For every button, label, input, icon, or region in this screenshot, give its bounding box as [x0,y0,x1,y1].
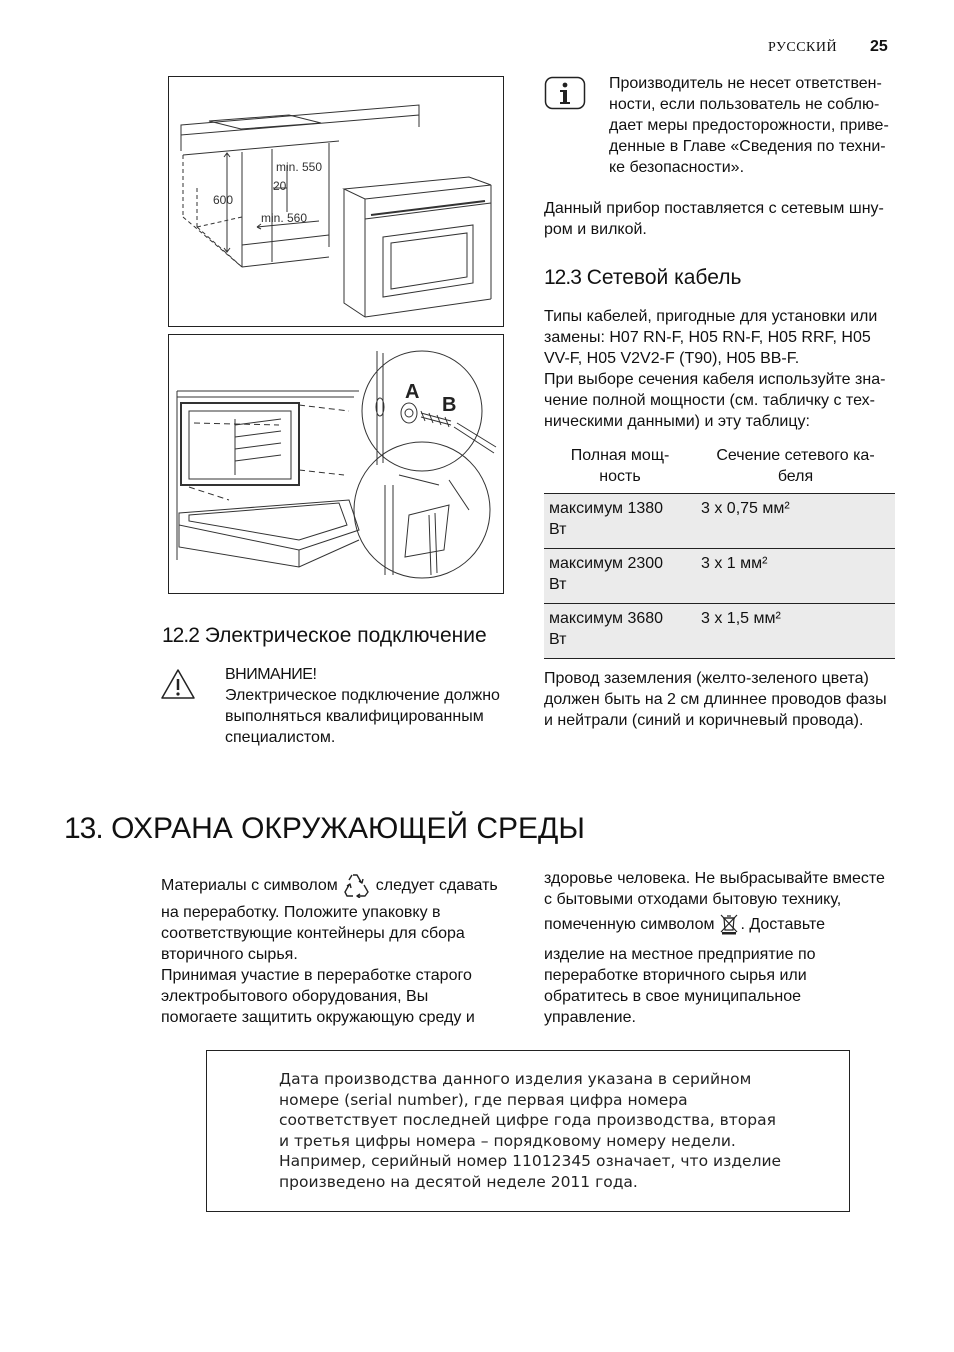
env-right-line: обратитесь в свое муниципальное [544,988,802,1005]
label-20: 20 [273,179,287,193]
crossed-bin-icon [719,913,739,935]
production-line: соответствует последней цифре года производства, вторая [279,1111,776,1129]
env-left-line: на переработку. Положите упаковку в [161,904,441,921]
table-row [544,494,895,549]
env-left-line: электробытового оборудования, Вы [161,988,429,1005]
installation-figure [168,76,504,327]
env-right-line: с бытовыми отходами бытовую технику, [544,891,842,908]
section-title: Электрическое подключение [204,624,487,647]
cable-intro-line: замены: H07 RN-F, H05 RN-F, H05 RRF, H05 [544,329,871,346]
cable-intro-line: При выборе сечения кабеля используйте зна- [544,371,886,388]
info-line: дает меры предосторожности, приве- [609,117,889,134]
section-title: Сетевой кабель [586,266,742,289]
warning-line: Электрическое подключение должно [225,687,500,704]
env-left-line: соответствующие контейнеры для сбора [161,925,465,942]
cell-power: максимум 3680 Вт [544,604,696,659]
fixing-figure [168,334,504,594]
table-row [544,604,895,659]
info-note [609,73,909,178]
env-right-top [544,868,904,910]
label-a: A [405,381,420,403]
cable-intro-line: ническими данными) и эту таблицу: [544,413,810,430]
env-right-bottom [544,944,904,1028]
ground-line: должен быть на 2 см длиннее проводов фазы [544,691,887,708]
warning-line: специалистом. [225,729,336,746]
cable-table [544,441,895,659]
production-line: Например, серийный номер 11012345 означает, что изделие [279,1152,782,1170]
supply-line: ром и вилкой. [544,221,647,238]
warning-icon [160,668,196,700]
label-600: 600 [213,193,234,207]
column-header-power: Полная мощ- ность [544,441,696,494]
env-right-line: изделие на местное предприятие по [544,946,816,963]
env-right-line: переработке вторичного сырья или [544,967,807,984]
recycling-icon [342,872,372,898]
cable-intro [544,306,904,432]
production-line: Дата производства данного изделия указана в серийном [279,1070,752,1088]
label-b: B [442,394,457,416]
production-line: и третья цифры номера – порядковому номеру недели. [279,1131,736,1150]
fixing-drawing [169,335,503,593]
section-number: 12.2 [162,624,199,647]
supply-line: Данный прибор поставляется с сетевым шну- [544,200,884,217]
warning-block [225,664,515,748]
env-left-text: следует сдавать [375,876,498,894]
cell-power: максимум 1380 Вт [544,494,696,549]
env-left-paragraph [161,902,521,1028]
section-title: ОХРАНА ОКРУЖАЮЩЕЙ СРЕДЫ [111,812,585,845]
env-right-text: помеченную символом [544,915,715,933]
env-right-text: . Доставьте [740,915,825,933]
env-right-line: управление. [544,1009,636,1026]
table-header-row [544,441,895,494]
env-left-line: помогаете защитить окружающую среду и [161,1009,475,1026]
section-12-2-heading [162,624,487,648]
env-left-line: вторичного сырья. [161,946,298,963]
production-date-box [206,1050,850,1212]
installation-drawing [169,77,503,326]
cable-intro-line: Типы кабелей, пригодные для установки или [544,308,878,325]
cable-intro-line: VV-F, H05 V2V2-F (T90), H05 BB-F. [544,350,800,367]
page-number: 25 [870,38,888,55]
info-icon [544,76,586,110]
section-12-3-heading [544,266,741,290]
cell-section: 3 х 1,5 мм² [696,604,895,659]
cell-power: максимум 2300 Вт [544,549,696,604]
ground-line: и нейтрали (синий и коричневый провода). [544,712,864,729]
info-line: денные в Главе «Сведения по техни- [609,138,886,155]
ground-note [544,668,904,731]
env-right-line: здоровье человека. Не выбрасывайте вместе [544,870,885,887]
env-left-line: Принимая участие в переработке старого [161,967,472,984]
env-left-first-line [161,872,521,898]
supply-note [544,198,904,240]
info-line: ности, если пользователь не соблю- [609,96,880,113]
section-number: 12.3 [544,266,581,289]
env-left-text: Материалы с символом [161,876,338,894]
warning-line: выполняться квалифицированным [225,708,484,725]
info-line: Производитель не несет ответствен- [609,75,882,92]
cable-intro-line: чение полной мощности (см. табличку с тех- [544,392,875,409]
env-right-symbol-line [544,913,904,935]
label-min-560: min. 560 [261,211,308,225]
section-number: 13. [64,812,103,845]
column-header-section: Сечение сетевого ка- беля [696,441,895,494]
cell-section: 3 х 1 мм² [696,549,895,604]
warning-title: ВНИМАНИЕ! [225,666,317,683]
production-date-text [279,1069,839,1192]
header-language: РУССКИЙ [768,40,838,55]
info-line: ке безопасности». [609,159,745,176]
section-13-heading [64,812,585,846]
label-min-550: min. 550 [276,160,323,174]
production-line: произведено на десятой неделе 2011 года. [279,1172,638,1191]
ground-line: Провод заземления (желто-зеленого цвета) [544,670,869,687]
table-row [544,549,895,604]
production-line: номере (serial number), где первая цифра номера [279,1090,688,1109]
cell-section: 3 х 0,75 мм² [696,494,895,549]
